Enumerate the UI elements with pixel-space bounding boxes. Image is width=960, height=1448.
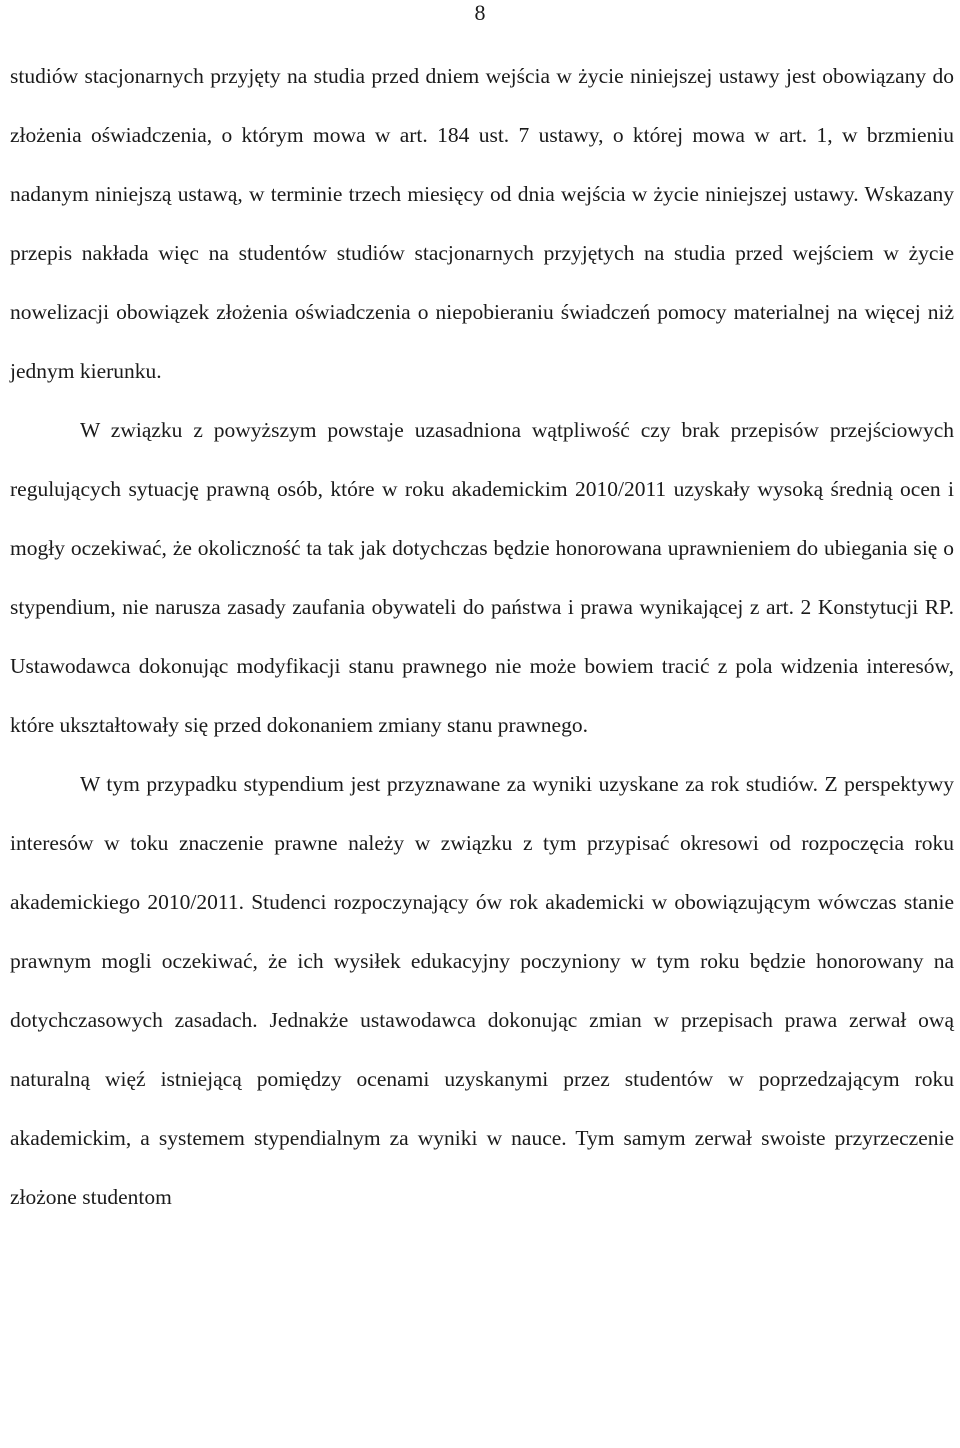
paragraph-scholarship: W tym przypadku stypendium jest przyznawane za wyniki uzyskane za rok studiów. Z perspektywy interesów w toku znaczenie prawne należy w związku z tym przypisać okresowi od rozpoczęcia roku akademickiego 2010/2011. Studenci rozpoczynający ów rok akademicki w obowiązującym wówczas stanie prawnym mogli oczekiwać, że ich wysiłek edukacyjny poczyniony w tym roku będzie honorowany na dotychczasowych zasadach. Jednakże ustawodawca dokonując zmian w przepisach prawa zerwał ową naturalną więź istniejącą pomiędzy ocenami uzyskanymi przez studentów w poprzedzającym roku akademickim, a systemem stypendialnym za wyniki w nauce. Tym samym zerwał swoiste przyrzeczenie złożone studentom	[10, 772, 954, 1209]
document-body	[10, 47, 954, 1227]
paragraph-continuation: studiów stacjonarnych przyjęty na studia przed dniem wejścia w życie niniejszej ustawy jest obowiązany do złożenia oświadczenia, o którym mowa w art. 184 ust. 7 ustawy, o której mowa w art. 1, w brzmieniu nadanym niniejszą ustawą, w terminie trzech miesięcy od dnia wejścia w życie niniejszej ustawy. Wskazany przepis nakłada więc na studentów studiów stacjonarnych przyjętych na studia przed wejściem w życie nowelizacji obowiązek złożenia oświadczenia o niepobieraniu świadczeń pomocy materialnej na więcej niż jednym kierunku.	[10, 64, 954, 383]
paragraph-legal-doubt: W związku z powyższym powstaje uzasadniona wątpliwość czy brak przepisów przejściowych regulujących sytuację prawną osób, które w roku akademickim 2010/2011 uzyskały wysoką średnią ocen i mogły oczekiwać, że okoliczność ta tak jak dotychczas będzie honorowana uprawnieniem do ubiegania się o stypendium, nie narusza zasady zaufania obywateli do państwa i prawa wynikającej z art. 2 Konstytucji RP. Ustawodawca dokonując modyfikacji stanu prawnego nie może bowiem tracić z pola widzenia interesów, które ukształtowały się przed dokonaniem zmiany stanu prawnego.	[10, 418, 954, 737]
page-number: 8	[474, 0, 486, 25]
